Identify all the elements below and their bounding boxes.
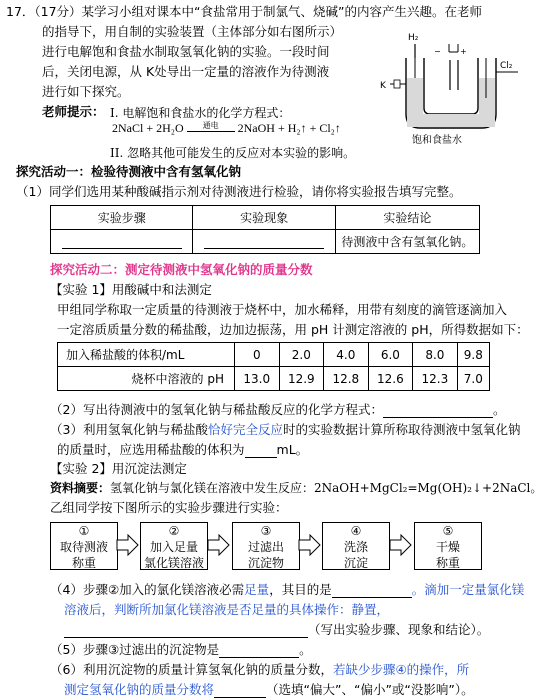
report-table [50,205,480,254]
answer-cell-phenomenon[interactable] [193,230,335,254]
experiment-1-text-a: 甲组同学称取一定质量的待测液于烧杯中，加水稀释，用带有刻度的滴管逐滴加入 [57,302,508,317]
col-conclusion: 实验结论 [335,206,479,230]
conclusion-cell: 待测液中含有氢氧化钠。 [335,230,479,254]
row-label-volume: 加入稀盐酸的体积/mL [58,343,235,367]
minus-label: − [434,47,441,56]
electrolysis-apparatus-figure [378,28,528,146]
question-2: （2）写出待测液中的氢氧化钠与稀盐酸反应的化学方程式： 。 [50,402,506,417]
answer-blank[interactable] [332,585,412,598]
answer-cell-step[interactable] [51,230,193,254]
hint-label: 老师提示： [42,104,105,119]
question-3-line1: （3）利用氢氧化钠与稀盐酸恰好完全反应时的实验数据计算所称取待测液中氢氧化钠 [50,422,521,437]
volume-cell: 6.0 [368,343,413,367]
hint-1: I. 电解饱和食盐水的化学方程式： [110,106,291,120]
plus-label: + [460,47,467,56]
ph-cell: 12.9 [279,367,324,391]
step-box-5: ⑤ 干燥 称重 [414,522,482,570]
hint-2: II. 忽略其他可能发生的反应对本实验的影响。 [110,146,356,160]
ph-cell: 12.6 [368,367,413,391]
q17-line1: 17．（17分）某学习小组对课本中“食盐常用于制氯气、烧碱”的内容产生兴趣。在老师 [6,4,483,19]
info-summary: 资料摘要：氢氧化钠与氯化镁在溶液中发生反应：2NaOH+MgCl₂=Mg(OH)₂↓+2NaCl。 [50,481,543,495]
question-5: （5）步骤③过滤出的沉淀物是 。 [50,642,312,657]
question-6-line2: 测定氢氧化钠的质量分数将 （选填“偏大”、“偏小”或“没影响”）。 [64,682,474,697]
cl2-label: Cl₂ [500,61,513,71]
volume-cell: 4.0 [324,343,369,367]
step-box-4: ④ 洗涤 沉淀 [322,522,390,570]
activity-2-heading: 探究活动二：测定待测液中氢氧化钠的质量分数 [50,262,313,277]
row-label-ph: 烧杯中溶液的 pH [58,367,235,391]
answer-blank[interactable] [245,445,277,458]
col-phenomenon: 实验现象 [193,206,335,230]
q17-line3: 进行电解饱和食盐水制取氢氧化钠的实验。一段时间 [42,44,330,59]
ph-cell: 13.0 [235,367,280,391]
step-box-3: ③ 过滤出 沉淀物 [232,522,300,570]
col-step: 实验步骤 [51,206,193,230]
question-4-line3: （写出实验步骤、现象和结论）。 [64,622,489,638]
answer-blank[interactable] [214,685,266,698]
experiment-1-label: 【实验 1】用酸碱中和法测定 [50,282,212,297]
h2-label: H₂ [408,33,419,43]
q17-line2: 的指导下，用自制的实验装置（主体部分如右图所示） [42,24,343,39]
figure-caption: 饱和食盐水 [412,135,462,146]
experiment-2-label: 【实验 2】用沉淀法测定 [50,461,187,476]
answer-blank[interactable] [383,405,493,418]
flow-arrow [389,534,413,556]
q17-line5: 进行如下探究。 [42,84,130,99]
ph-cell: 7.0 [457,367,489,391]
step-box-1: ① 取待测液 称重 [50,522,118,570]
volume-cell: 9.8 [457,343,489,367]
q17-line4: 后，关闭电源，从 K处导出一定量的溶液作为待测液 [42,64,330,79]
step-box-2: ② 加入足量 氯化镁溶液 [140,522,208,570]
ph-data-table [57,342,490,391]
question-3-line2: 的质量时，应选用稀盐酸的体积为 mL。 [57,442,309,457]
question-6-line1: （6）利用沉淀物的质量计算氢氧化钠的质量分数，若缺少步骤④的操作，所 [50,662,470,677]
question-1: （1）同学们选用某种酸碱指示剂对待测液进行检验，请你将实验报告填写完整。 [16,184,462,199]
flow-arrow [298,534,322,556]
experiment-1-text-b: 一定溶质质量分数的稀盐酸，边加边振荡，用 pH 计测定溶液的 pH，所得数据如下： [57,322,529,337]
ph-cell: 12.8 [324,367,369,391]
flow-arrow [116,534,140,556]
answer-blank[interactable] [64,625,308,638]
experiment-2-text: 乙组同学按下图所示的实验步骤进行实验： [50,500,288,515]
volume-cell: 8.0 [413,343,458,367]
ph-cell: 12.3 [413,367,458,391]
activity-1-heading: 探究活动一：检验待测液中含有氢氧化钠 [16,164,242,179]
flow-arrow [207,534,231,556]
question-4-line2: 溶液后，判断所加氯化镁溶液是否足量的具体操作：静置， [64,602,390,617]
electrolysis-equation: 2NaCl + 2H₂O 通电 2NaOH + H₂↑ + Cl₂↑ [112,121,341,135]
volume-cell: 2.0 [279,343,324,367]
answer-blank[interactable] [219,645,299,658]
k-label: K [380,81,386,91]
question-4-line1: （4）步骤②加入的氯化镁溶液必需足量，其目的是 。滴加一定量氯化镁 [50,582,525,597]
volume-cell: 0 [235,343,280,367]
